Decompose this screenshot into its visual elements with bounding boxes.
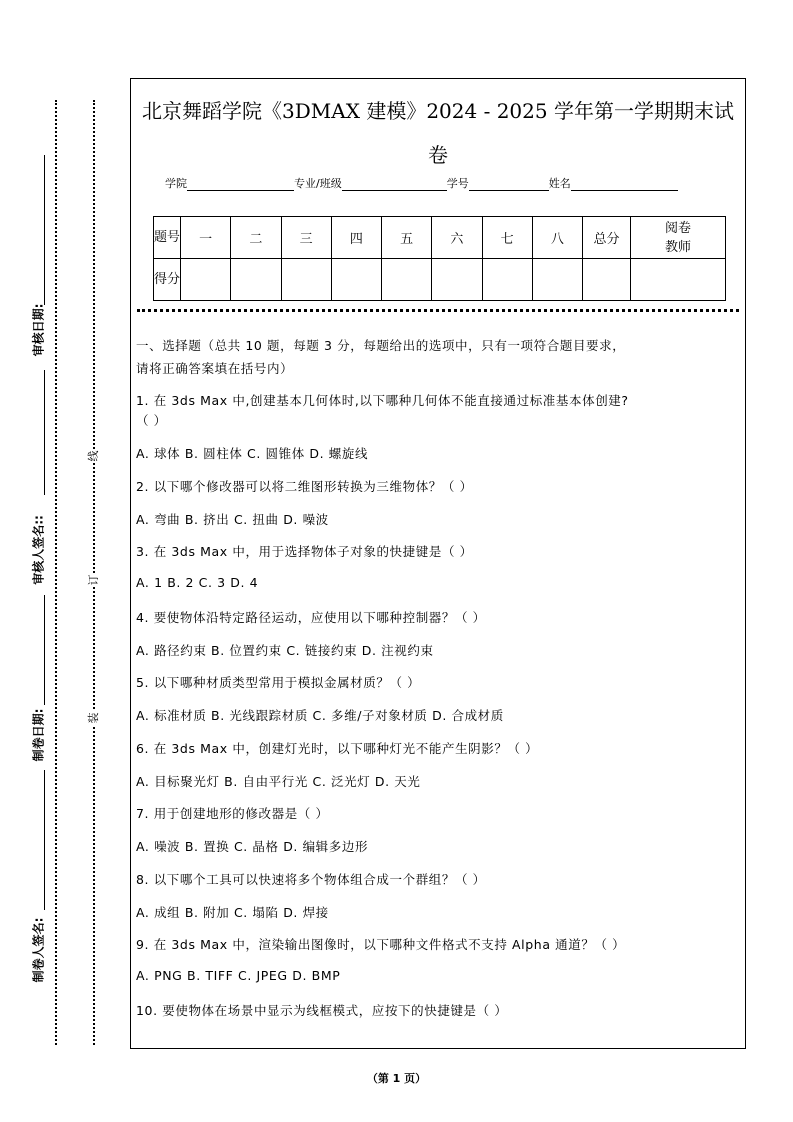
score-cell[interactable] [382, 259, 432, 301]
question-6: 6. 在 3ds Max 中，创建灯光时，以下哪种灯光不能产生阴影？（ ） [136, 741, 539, 756]
binding-mark-ding: 订 [87, 574, 100, 586]
review-date-label: 审核日期: [31, 303, 46, 357]
row-label: 题号 [154, 217, 181, 259]
question-6-options: A. 目标聚光灯 B. 自由平行光 C. 泛光灯 D. 天光 [136, 774, 421, 789]
question-7-options: A. 噪波 B. 置换 C. 晶格 D. 编辑多边形 [136, 839, 369, 854]
table-header-cell: 阅卷教师 [631, 217, 726, 259]
title-line-1: 北京舞蹈学院《3DMAX 建模》2024 - 2025 学年第一学期期末试 [142, 99, 734, 123]
compile-date-label: 制卷日期: [31, 708, 46, 762]
signature-line [44, 370, 45, 495]
field-name-label: 姓名 [548, 177, 571, 190]
compiler-signature-label: 制卷人签名: [31, 917, 46, 983]
score-cell[interactable] [583, 259, 631, 301]
table-header-cell: 总分 [583, 217, 631, 259]
question-8: 8. 以下哪个工具可以快速将多个物体组合成一个群组？（ ） [136, 872, 486, 887]
field-id-input[interactable] [469, 179, 549, 191]
section-heading-cont: 请将正确答案填在括号内） [136, 361, 294, 376]
question-1: 1. 在 3ds Max 中,创建基本几何体时,以下哪种几何体不能直接通过标准基本体创建? [136, 393, 629, 408]
signature-line [44, 595, 45, 705]
exam-frame [130, 78, 746, 1049]
score-cell[interactable] [281, 259, 331, 301]
reviewer-signature-label: 审核人签名:: [31, 515, 46, 585]
question-2-options: A. 弯曲 B. 挤出 C. 扭曲 D. 噪波 [136, 512, 329, 527]
table-header-cell: 一 [181, 217, 231, 259]
question-4: 4. 要使物体沿特定路径运动，应使用以下哪种控制器？（ ） [136, 610, 486, 625]
table-header-cell: 六 [432, 217, 482, 259]
signature-line [44, 155, 45, 305]
question-5: 5. 以下哪种材质类型常用于模拟金属材质？（ ） [136, 675, 421, 690]
score-table [153, 216, 726, 301]
table-header-cell: 五 [382, 217, 432, 259]
section-heading: 一、选择题（总共 10 题，每题 3 分，每题给出的选项中，只有一项符合题目要求， [136, 338, 626, 353]
student-info [165, 175, 678, 191]
question-4-options: A. 路径约束 B. 位置约束 C. 链接约束 D. 注视约束 [136, 643, 434, 658]
question-2: 2. 以下哪个修改器可以将二维图形转换为三维物体？（ ） [136, 479, 473, 494]
field-major-input[interactable] [342, 179, 447, 191]
question-9: 9. 在 3ds Max 中，渲染输出图像时，以下哪种文件格式不支持 Alpha 通道？（ ） [136, 937, 626, 952]
question-3-options: A. 1 B. 2 C. 3 D. 4 [136, 575, 259, 590]
binding-mark-zhuang: 装 [87, 712, 100, 724]
table-header-cell: 七 [482, 217, 532, 259]
question-5-options: A. 标准材质 B. 光线跟踪材质 C. 多维/子对象材质 D. 合成材质 [136, 708, 504, 723]
question-9-options: A. PNG B. TIFF C. JPEG D. BMP [136, 968, 341, 983]
row-label: 得分 [154, 259, 181, 301]
question-8-options: A. 成组 B. 附加 C. 塌陷 D. 焊接 [136, 905, 329, 920]
table-header-cell: 三 [281, 217, 331, 259]
table-row [154, 217, 726, 259]
signature-line [44, 770, 45, 910]
score-cell[interactable] [432, 259, 482, 301]
page-number: （第 1 页） [366, 1072, 427, 1085]
question-3: 3. 在 3ds Max 中，用于选择物体子对象的快捷键是（ ） [136, 544, 473, 559]
score-cell[interactable] [331, 259, 381, 301]
table-header-cell: 四 [331, 217, 381, 259]
dotted-separator [137, 309, 739, 312]
table-header-cell: 二 [231, 217, 281, 259]
field-name-input[interactable] [571, 179, 678, 191]
exam-title [131, 89, 745, 177]
binding-mark-xian: 线 [87, 450, 100, 462]
score-cell[interactable] [181, 259, 231, 301]
field-major-label: 专业/班级 [294, 177, 342, 190]
score-cell[interactable] [631, 259, 726, 301]
field-college-label: 学院 [165, 177, 187, 190]
title-line-2: 卷 [428, 143, 448, 167]
score-cell[interactable] [482, 259, 532, 301]
score-cell[interactable] [231, 259, 281, 301]
binding-dotted-line-outer [55, 100, 57, 1045]
score-cell[interactable] [532, 259, 582, 301]
field-college-input[interactable] [187, 179, 294, 191]
table-header-cell: 八 [532, 217, 582, 259]
question-1-cont: （ ） [136, 413, 167, 428]
table-row [154, 259, 726, 301]
question-1-options: A. 球体 B. 圆柱体 C. 圆锥体 D. 螺旋线 [136, 446, 369, 461]
question-10: 10. 要使物体在场景中显示为线框模式，应按下的快捷键是（ ） [136, 1003, 508, 1018]
field-id-label: 学号 [446, 177, 469, 190]
question-7: 7. 用于创建地形的修改器是（ ） [136, 806, 329, 821]
